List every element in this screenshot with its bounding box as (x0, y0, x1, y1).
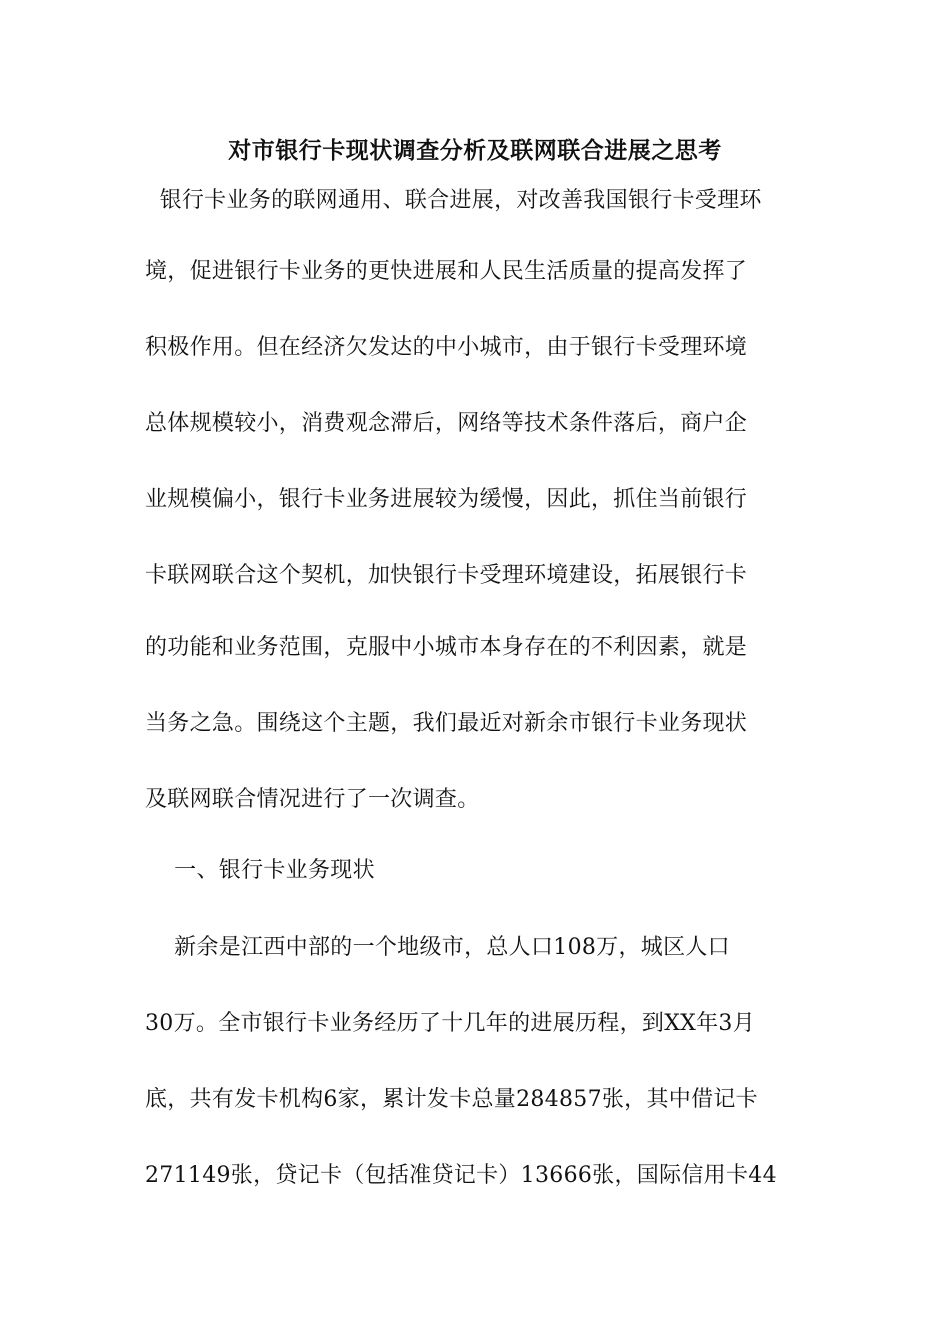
paragraph-line: 卡联网联合这个契机，加快银行卡受理环境建设，拓展银行卡 (145, 563, 748, 588)
document-title: 对市银行卡现状调查分析及联网联合进展之思考 (228, 137, 722, 164)
paragraph-line: 的功能和业务范围，克服中小城市本身存在的不利因素，就是 (145, 635, 748, 660)
paragraph-line: 及联网联合情况进行了一次调查。 (145, 787, 480, 812)
paragraph-line: 271149张，贷记卡（包括准贷记卡）13666张，国际信用卡44 (145, 1163, 777, 1188)
paragraph-line: 新余是江西中部的一个地级市，总人口108万，城区人口 (145, 935, 730, 960)
paragraph-line: 银行卡业务的联网通用、联合进展，对改善我国银行卡受理环 (145, 188, 762, 213)
paragraph-line: 当务之急。围绕这个主题，我们最近对新余市银行卡业务现状 (145, 711, 748, 736)
paragraph-line: 境，促进银行卡业务的更快进展和人民生活质量的提高发挥了 (145, 259, 748, 284)
paragraph-line: 业规模偏小，银行卡业务进展较为缓慢，因此，抓住当前银行 (145, 487, 748, 512)
section-heading: 一、银行卡业务现状 (145, 858, 375, 883)
paragraph-line: 底，共有发卡机构6家，累计发卡总量284857张，其中借记卡 (145, 1087, 758, 1112)
paragraph-line: 30万。全市银行卡业务经历了十几年的进展历程，到XX年3月 (145, 1011, 756, 1036)
paragraph-line: 积极作用。但在经济欠发达的中小城市，由于银行卡受理环境 (145, 335, 748, 360)
paragraph-line: 总体规模较小，消费观念滞后，网络等技术条件落后，商户企 (145, 411, 748, 436)
